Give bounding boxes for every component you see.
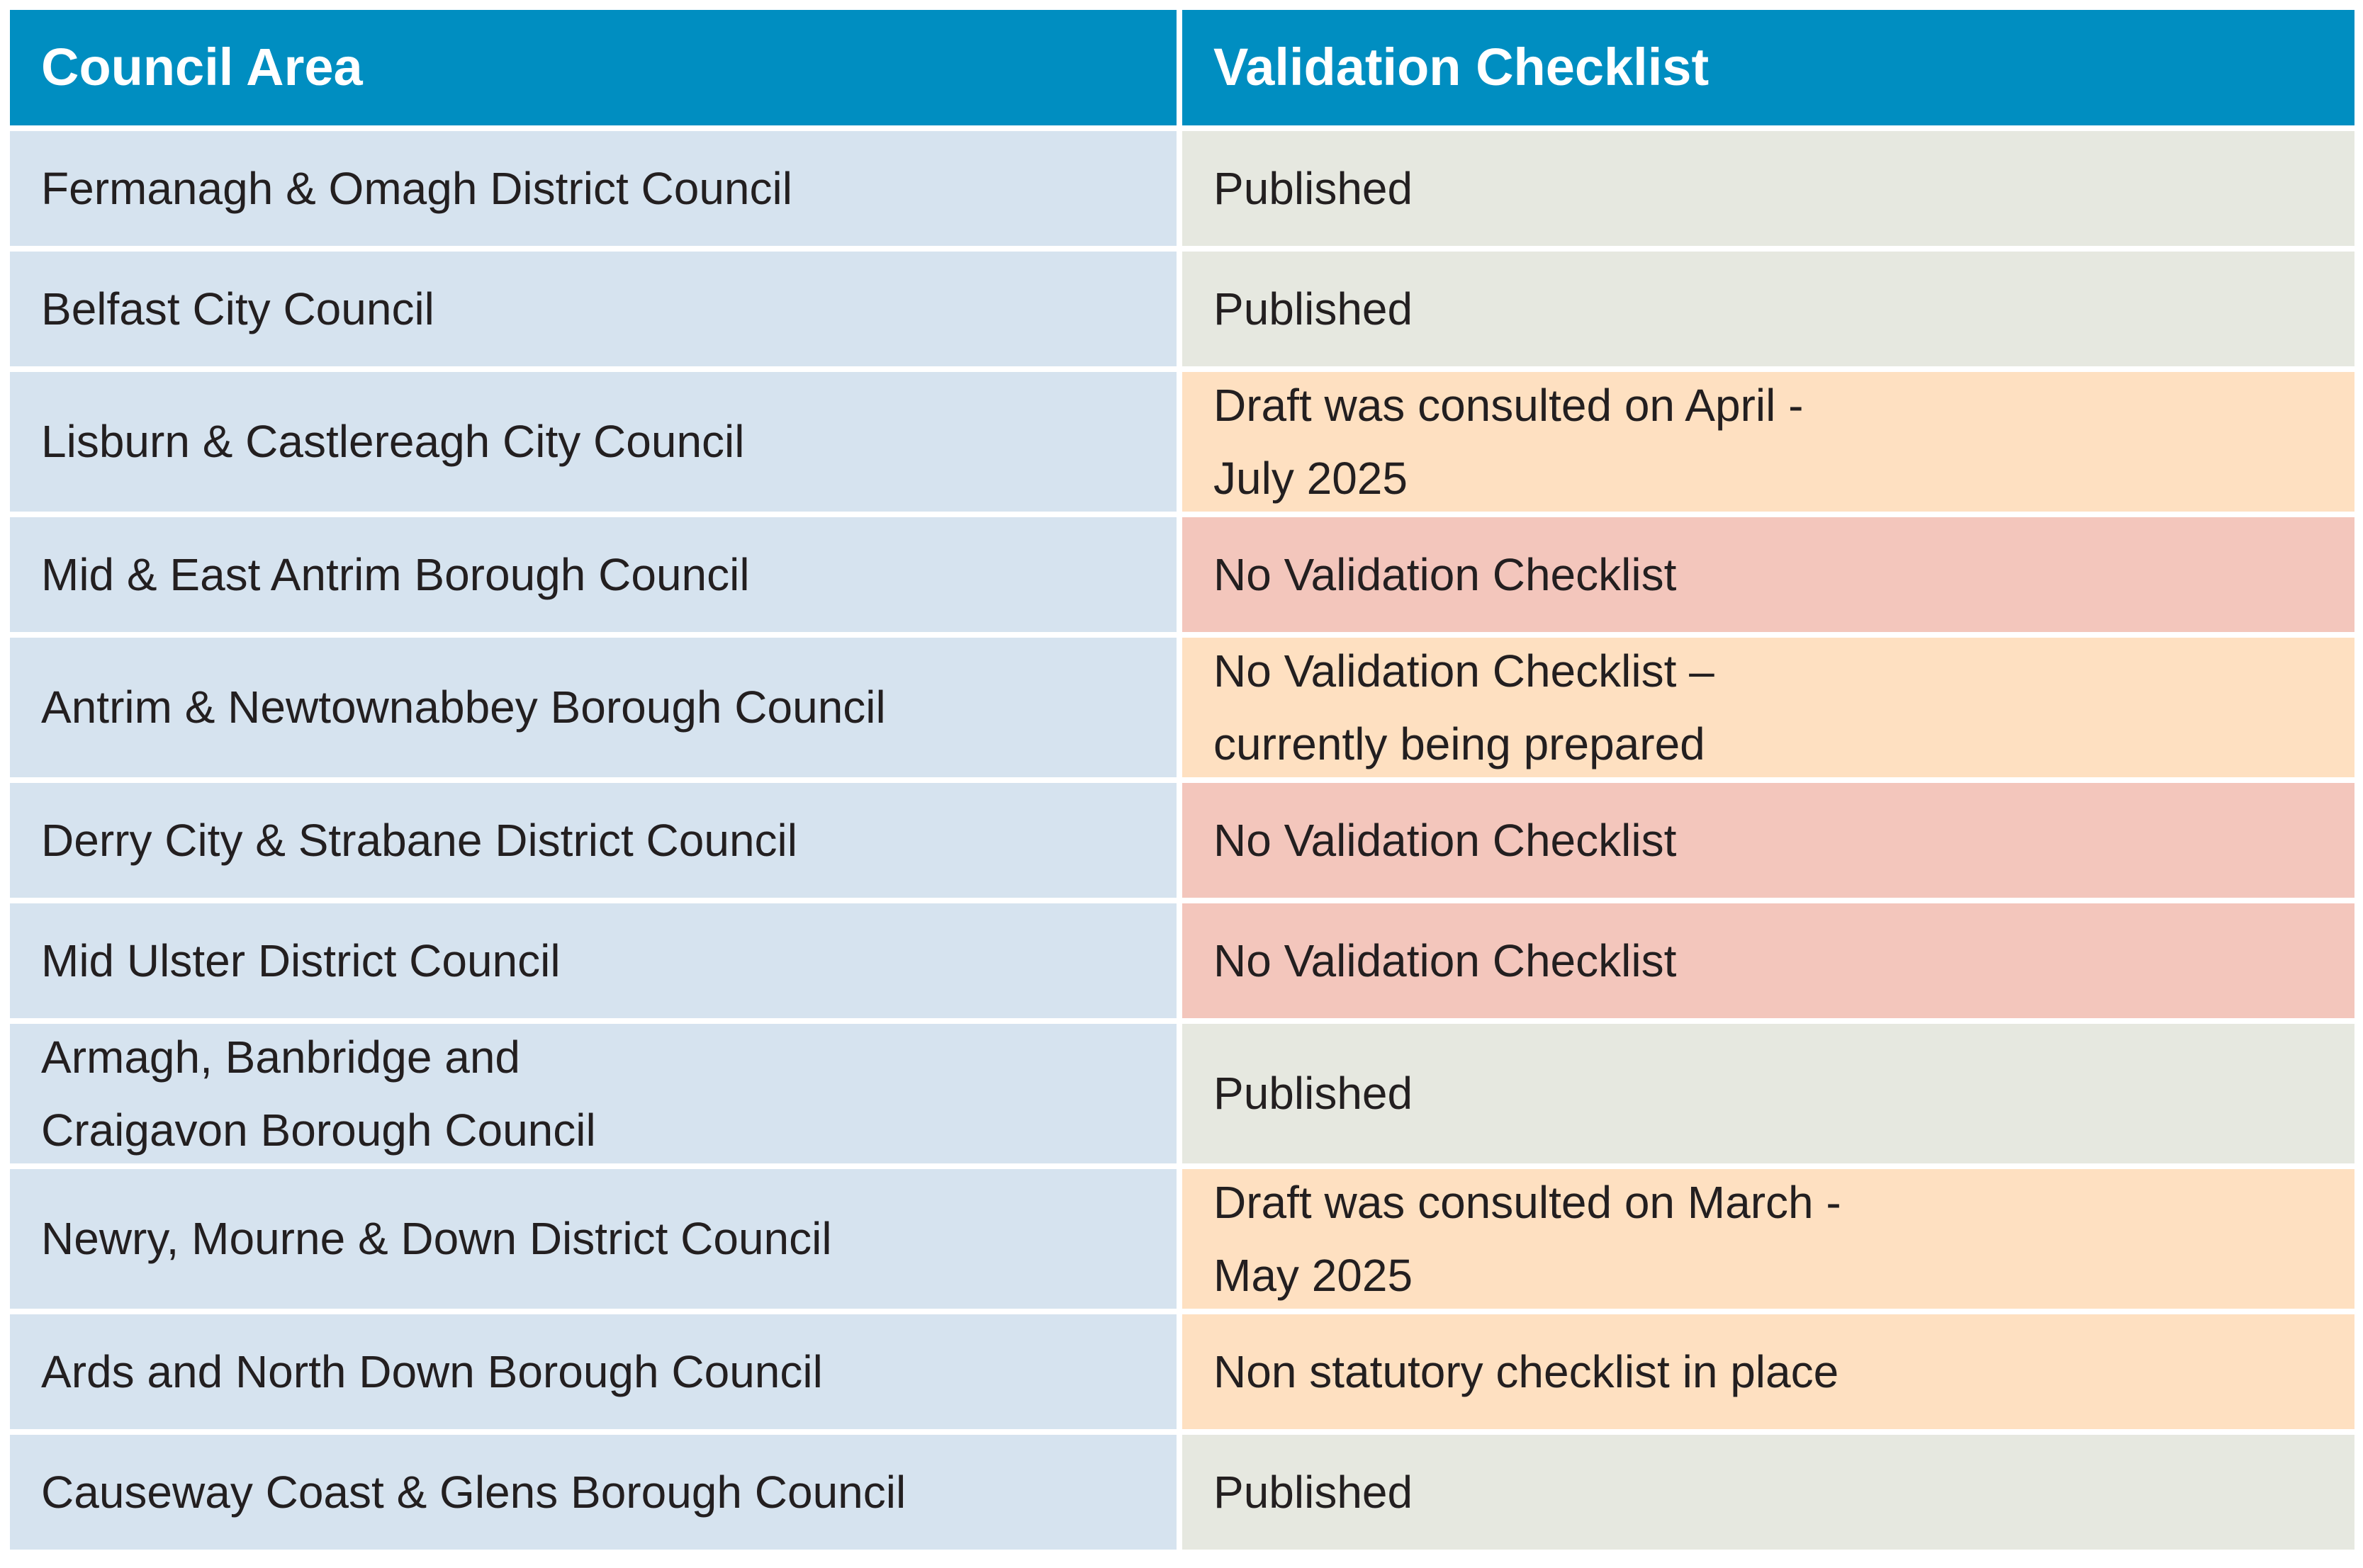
council-cell — [10, 517, 1177, 632]
status-cell — [1182, 1169, 2354, 1309]
table-row — [10, 903, 2354, 1018]
status-text: currently being prepared — [1213, 718, 1705, 769]
table-header-row — [10, 10, 2354, 125]
column-header-label: Validation Checklist — [1213, 38, 1710, 97]
table-row — [10, 1314, 2354, 1429]
council-cell — [10, 1314, 1177, 1429]
status-text: Published — [1213, 283, 1413, 334]
council-cell — [10, 1169, 1177, 1309]
status-cell — [1182, 1314, 2354, 1429]
table-row — [10, 517, 2354, 632]
table-row — [10, 252, 2354, 366]
status-text: No Validation Checklist — [1213, 548, 1677, 600]
council-name: Ards and North Down Borough Council — [41, 1346, 823, 1397]
status-text: Non statutory checklist in place — [1213, 1346, 1839, 1397]
council-cell — [10, 1435, 1177, 1550]
header-cell-council-area — [10, 10, 1177, 125]
council-name: Fermanagh & Omagh District Council — [41, 162, 792, 214]
council-name: Causeway Coast & Glens Borough Council — [41, 1466, 907, 1518]
status-cell — [1182, 1024, 2354, 1163]
council-cell — [10, 903, 1177, 1018]
council-cell — [10, 638, 1177, 777]
council-cell — [10, 131, 1177, 246]
header-cell-validation-checklist — [1182, 10, 2354, 125]
status-cell — [1182, 783, 2354, 898]
council-name: Belfast City Council — [41, 283, 434, 334]
status-cell — [1182, 517, 2354, 632]
table-row — [10, 783, 2354, 898]
status-text: Draft was consulted on March - — [1213, 1177, 1841, 1229]
status-cell — [1182, 252, 2354, 366]
status-text: No Validation Checklist — [1213, 814, 1677, 866]
council-cell — [10, 783, 1177, 898]
council-cell — [10, 1024, 1177, 1163]
table-row — [10, 1169, 2354, 1309]
status-text: No Validation Checklist – — [1213, 645, 1714, 697]
table-row — [10, 1024, 2354, 1163]
council-cell — [10, 372, 1177, 512]
table-row — [10, 1435, 2354, 1550]
council-name: Derry City & Strabane District Council — [41, 814, 797, 866]
status-cell — [1182, 638, 2354, 777]
council-name: Lisburn & Castlereagh City Council — [41, 416, 745, 468]
table-row — [10, 131, 2354, 246]
column-header-label: Council Area — [41, 38, 363, 97]
council-name: Newry, Mourne & Down District Council — [41, 1213, 832, 1265]
status-cell — [1182, 903, 2354, 1018]
council-name: Antrim & Newtownabbey Borough Council — [41, 682, 886, 733]
status-cell — [1182, 1435, 2354, 1550]
council-name: Armagh, Banbridge and — [41, 1032, 520, 1083]
status-text: Published — [1213, 162, 1413, 214]
status-text: No Validation Checklist — [1213, 935, 1677, 986]
council-name: Mid Ulster District Council — [41, 935, 561, 986]
status-cell — [1182, 131, 2354, 246]
table-row — [10, 372, 2354, 512]
status-text: Draft was consulted on April - — [1213, 380, 1804, 432]
council-name: Mid & East Antrim Borough Council — [41, 548, 750, 600]
council-name: Craigavon Borough Council — [41, 1104, 596, 1156]
status-text: Published — [1213, 1068, 1413, 1119]
council-cell — [10, 252, 1177, 366]
status-text: Published — [1213, 1466, 1413, 1518]
status-cell — [1182, 372, 2354, 512]
table-row — [10, 638, 2354, 777]
status-text: July 2025 — [1213, 452, 1408, 504]
status-text: May 2025 — [1213, 1249, 1413, 1301]
